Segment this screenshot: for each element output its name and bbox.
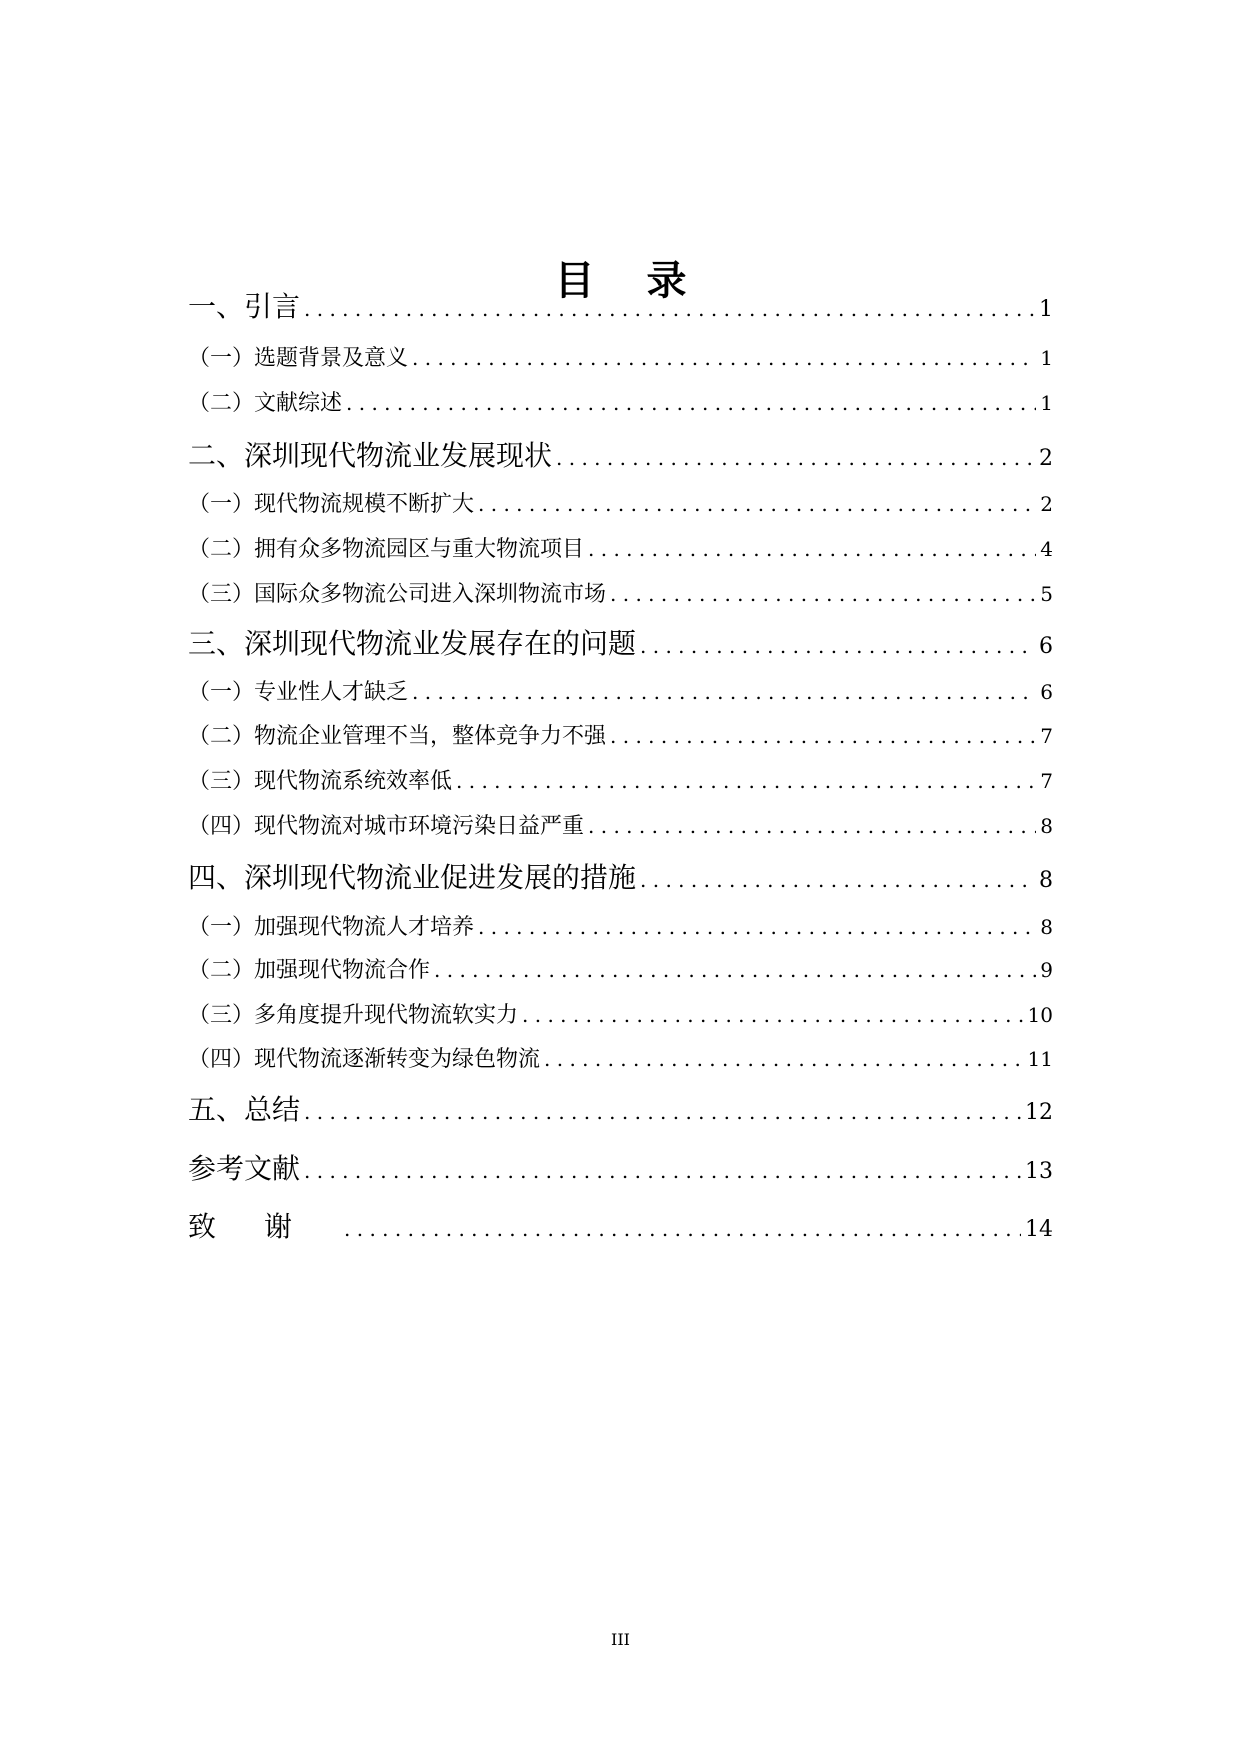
toc-entry-label: （二）加强现代物流合作 — [188, 958, 431, 983]
dot-leader — [610, 724, 1036, 748]
toc-entry[interactable] — [188, 910, 1053, 941]
toc-entry-page: 8 — [1040, 915, 1053, 939]
toc-entry-label: 二、深圳现代物流业发展现状 — [188, 439, 553, 472]
toc-entry[interactable] — [188, 953, 1053, 984]
dot-leader — [588, 537, 1036, 561]
toc-entry-page: 1 — [1039, 297, 1053, 322]
toc-entry-page: 1 — [1040, 391, 1053, 415]
dot-leader — [640, 634, 1035, 658]
dot-leader — [304, 1100, 1021, 1124]
dot-leader — [478, 915, 1036, 939]
toc-entry-page: 13 — [1025, 1159, 1053, 1184]
toc-entry[interactable] — [188, 675, 1053, 706]
dot-leader — [412, 680, 1036, 704]
toc-entry[interactable] — [188, 577, 1053, 608]
dot-leader — [456, 769, 1036, 793]
toc-entry[interactable] — [188, 622, 1053, 662]
toc-entry[interactable] — [188, 1205, 1053, 1245]
toc-entry-page: 12 — [1025, 1100, 1053, 1125]
dot-leader — [344, 1217, 1021, 1241]
dot-leader — [478, 492, 1036, 516]
toc-entry-page: 10 — [1027, 1003, 1053, 1027]
toc-entry-page: 11 — [1027, 1047, 1053, 1071]
toc-entry[interactable] — [188, 998, 1053, 1029]
toc-entry-label: （二）物流企业管理不当，整体竞争力不强 — [188, 724, 607, 749]
toc-entry-label: 五、总结 — [188, 1093, 301, 1126]
toc-entry[interactable] — [188, 386, 1053, 417]
toc-entry-page: 8 — [1040, 814, 1053, 838]
dot-leader — [304, 1159, 1021, 1183]
toc-entry[interactable] — [188, 487, 1053, 518]
dot-leader — [556, 446, 1035, 470]
toc-entry-label: （四）现代物流逐渐转变为绿色物流 — [188, 1047, 541, 1072]
dot-leader — [522, 1003, 1024, 1027]
toc-entry-page: 14 — [1025, 1217, 1053, 1242]
dot-leader — [640, 868, 1035, 892]
toc-entry-page: 7 — [1040, 724, 1053, 748]
toc-entry-label: （三）国际众多物流公司进入深圳物流市场 — [188, 582, 607, 607]
toc-entry-page: 2 — [1040, 492, 1053, 516]
toc-entry-label: （一）专业性人才缺乏 — [188, 680, 409, 705]
toc-entry-label: 一、引言 — [188, 290, 301, 323]
toc-entry-label: 参考文献 — [188, 1152, 301, 1185]
dot-leader — [434, 958, 1036, 982]
dot-leader — [588, 814, 1036, 838]
toc-entry-label: 四、深圳现代物流业促进发展的措施 — [188, 861, 637, 894]
toc-entry-label: （二）拥有众多物流园区与重大物流项目 — [188, 537, 585, 562]
toc-entry-page: 4 — [1040, 537, 1053, 561]
toc-entry-page: 6 — [1040, 680, 1053, 704]
toc-entry-label: （一）加强现代物流人才培养 — [188, 915, 475, 940]
toc-entry[interactable] — [188, 1088, 1053, 1128]
toc-entry-label: （一）选题背景及意义 — [188, 346, 409, 371]
toc-entry-page: 8 — [1039, 868, 1053, 893]
page-number: III — [611, 1630, 630, 1649]
toc-entry-page: 7 — [1040, 769, 1053, 793]
toc-entry-label: （三）现代物流系统效率低 — [188, 769, 453, 794]
toc-entry-page: 6 — [1039, 634, 1053, 659]
toc-entry[interactable] — [188, 341, 1053, 372]
toc-entry[interactable] — [188, 764, 1053, 795]
toc-entry[interactable] — [188, 285, 1053, 325]
toc-entry[interactable] — [188, 809, 1053, 840]
toc-entry-label: （二）文献综述 — [188, 391, 343, 416]
toc-entry[interactable] — [188, 719, 1053, 750]
dot-leader — [346, 391, 1036, 415]
dot-leader — [412, 346, 1036, 370]
toc-entry-page: 1 — [1040, 346, 1053, 370]
toc-entry-page: 2 — [1039, 446, 1053, 471]
toc-entry[interactable] — [188, 532, 1053, 563]
toc-entry-label: 三、深圳现代物流业发展存在的问题 — [188, 627, 637, 660]
toc-entry-label: （三）多角度提升现代物流软实力 — [188, 1003, 519, 1028]
toc-entry[interactable] — [188, 1042, 1053, 1073]
toc-entry[interactable] — [188, 1147, 1053, 1187]
toc-entry[interactable] — [188, 856, 1053, 896]
toc-entry-page: 5 — [1040, 582, 1053, 606]
toc-title: 目录 — [554, 257, 739, 304]
toc-entry[interactable] — [188, 434, 1053, 474]
dot-leader — [304, 297, 1035, 321]
dot-leader — [610, 582, 1036, 606]
toc-entry-label: 致谢 — [188, 1210, 341, 1243]
toc-entry-label: （四）现代物流对城市环境污染日益严重 — [188, 814, 585, 839]
toc-entry-label: （一）现代物流规模不断扩大 — [188, 492, 475, 517]
dot-leader — [544, 1047, 1024, 1071]
toc-entry-page: 9 — [1040, 958, 1053, 982]
